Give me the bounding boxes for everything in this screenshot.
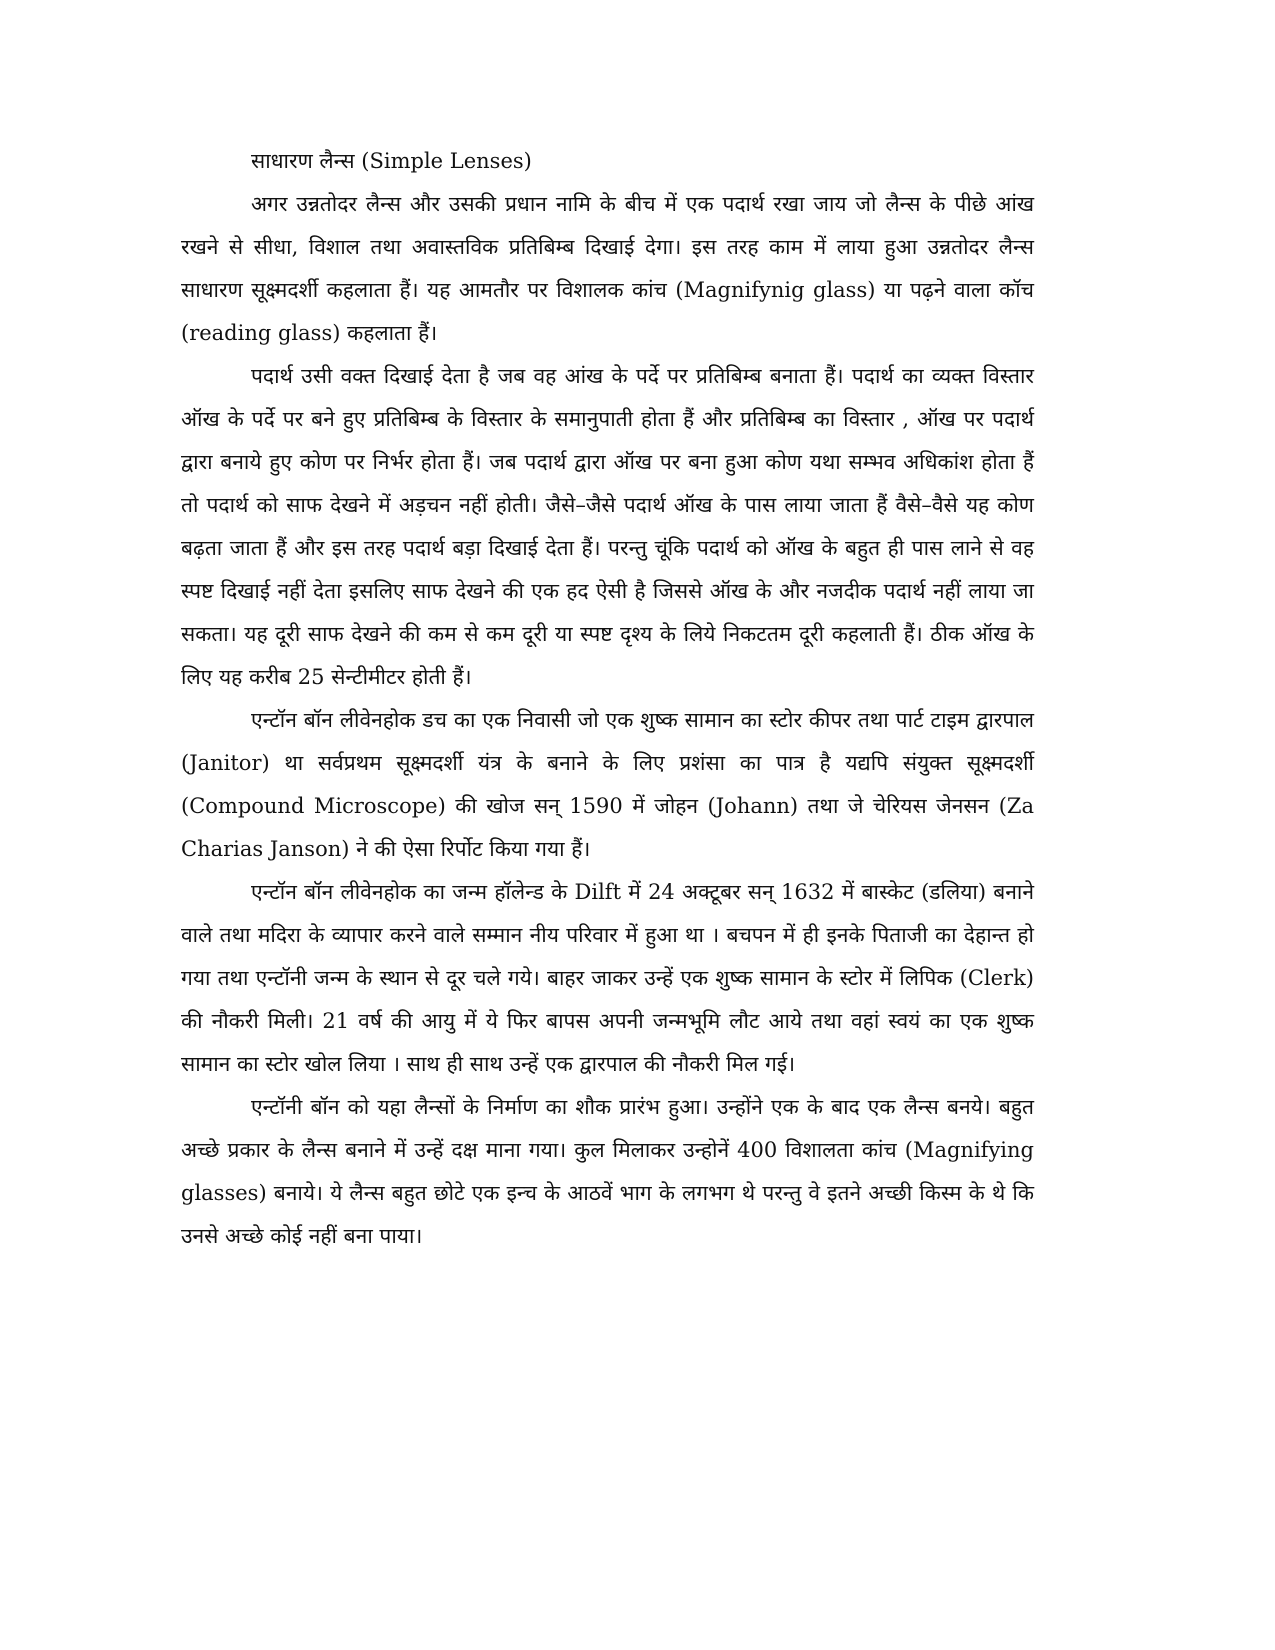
section-heading: साधारण लैन्स (Simple Lenses) (251, 149, 532, 173)
paragraph-visual-angle: पदार्थ उसी वक्त दिखाई देता है जब वह आंख के पर्दे पर प्रतिबिम्ब बनाता हैं। पदार्थ का व्यक्त विस्तार ऑख के पर्दे पर बने हुए प्रतिबिम्ब के विस्तार के समानुपाती होता हैं और प्रतिबिम्ब का विस्तार , ऑख पर पदार्थ द्वारा बनाये हुए कोण पर निर्भर होता हैं। जब पदार्थ द्वारा ऑख पर बना हुआ कोण यथा सम्भव अधिकांश होता हैं तो पदार्थ को साफ देखने में अड़चन नहीं होती। जैसे–जैसे पदार्थ ऑख के पास लाया जाता हैं वैसे–वैसे यह कोण बढ़ता जाता हैं और इस तरह पदार्थ बड़ा दिखाई देता हैं। परन्तु चूंकि पदार्थ को ऑख के बहुत ही पास लाने से वह स्पष्ट दिखाई नहीं देता इसलिए साफ देखने की एक हद ऐसी है जिससे ऑख के और नजदीक पदार्थ नहीं लाया जा सकता। यह दूरी साफ देखने की कम से कम दूरी या स्पष्ट दृश्य के लिये निकटतम दूरी कहलाती हैं। ठीक ऑख के लिए यह करीब 25 सेन्टीमीटर होती हैं। (181, 364, 1034, 689)
paragraph-simple-lens-definition: अगर उन्नतोदर लैन्स और उसकी प्रधान नामि के बीच में एक पदार्थ रखा जाय जो लैन्स के पीछे आंख रखने से सीधा, विशाल तथा अवास्तविक प्रतिबिम्ब दिखाई देगा। इस तरह काम में लाया हुआ उन्नतोदर लैन्स साधारण सूक्ष्मदर्शी कहलाता हैं। यह आमतौर पर विशालक कांच (Magnifynig glass) या पढ़ने वाला कॉच (reading glass) कहलाता हैं। (181, 192, 1034, 345)
paragraph-leeuwenhoek-biography: एन्टॉन बॉन लीवेनहोक का जन्म हॉलेन्ड के Dilft में 24 अक्टूबर सन् 1632 में बास्केट (डलिया) बनाने वाले तथा मदिरा के व्यापार करने वाले सम्मान नीय परिवार में हुआ था । बचपन में ही इनके पिताजी का देहान्त हो गया तथा एन्टॉनी जन्म के स्थान से दूर चले गये। बाहर जाकर उन्हें एक शुष्क सामान के स्टोर में लिपिक (Clerk) की नौकरी मिली। 21 वर्ष की आयु में ये फिर बापस अपनी जन्मभूमि लौट आये तथा वहां स्वयं का एक शुष्क सामान का स्टोर खोल लिया । साथ ही साथ उन्हें एक द्वारपाल की नौकरी मिल गई। (181, 880, 1034, 1076)
document-body (181, 140, 1034, 1258)
paragraph-lens-making: एन्टॉनी बॉन को यहा लैन्सों के निर्माण का शौक प्रारंभ हुआ। उन्होंने एक के बाद एक लैन्स बनये। बहुत अच्छे प्रकार के लैन्स बनाने में उन्हें दक्ष माना गया। कुल मिलाकर उन्होनें 400 विशालता कांच (Magnifying glasses) बनाये। ये लैन्स बहुत छोटे एक इन्च के आठवें भाग के लगभग थे परन्तु वे इतने अच्छी किस्म के थे कि उनसे अच्छे कोई नहीं बना पाया। (181, 1095, 1034, 1248)
paragraph-leeuwenhoek-intro: एन्टॉन बॉन लीवेनहोक डच का एक निवासी जो एक शुष्क सामान का स्टोर कीपर तथा पार्ट टाइम द्वारपाल (Janitor) था सर्वप्रथम सूक्ष्मदर्शी यंत्र के बनाने के लिए प्रशंसा का पात्र है यद्यपि संयुक्त सूक्ष्मदर्शी (Compound Microscope) की खोज सन् 1590 में जोहन (Johann) तथा जे चेरियस जेनसन (Za Charias Janson) ने की ऐसा रिर्पोट किया गया हैं। (181, 708, 1034, 861)
